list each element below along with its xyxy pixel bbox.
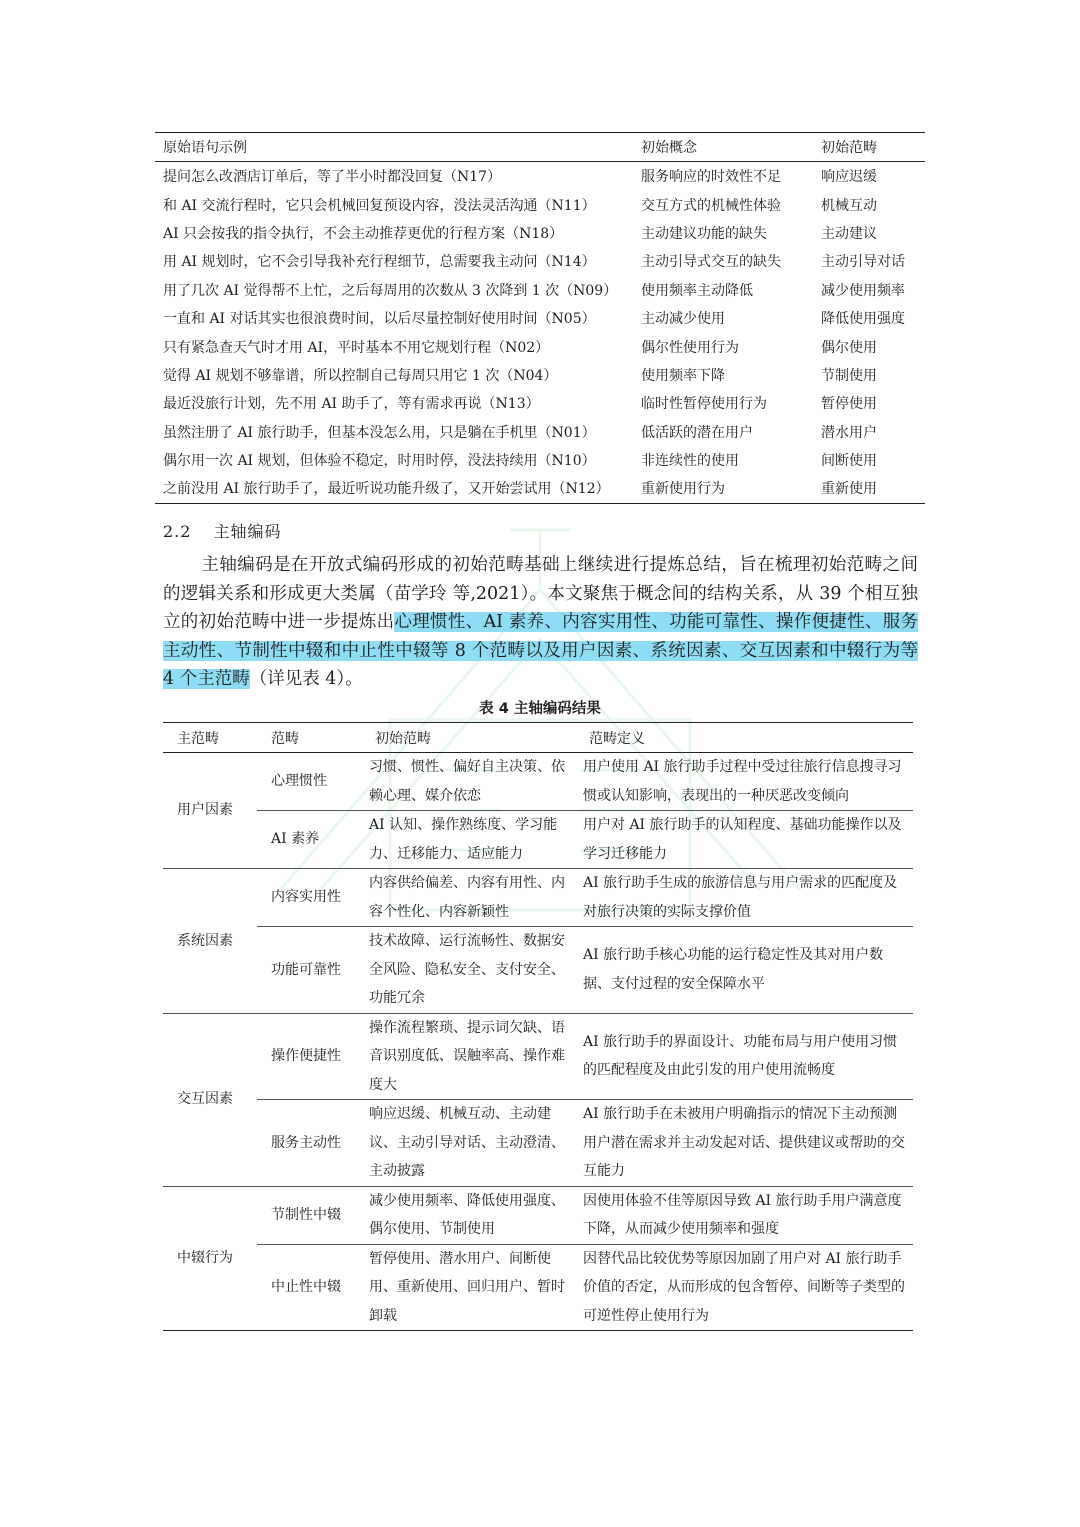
cell-initial-categories: 减少使用频率、降低使用强度、偶尔使用、节制使用 [361,1186,575,1244]
cell-initial-concept: 低活跃的潜在用户 [641,424,753,441]
cell-category: 操作便捷性 [257,1013,361,1100]
table-row [155,190,925,218]
section-title: 主轴编码 [213,522,282,541]
table-row [155,389,925,417]
cell-initial-categories: 内容供给偏差、内容有用性、内容个性化、内容新颖性 [361,869,575,927]
table-header-row [155,133,925,162]
cell-original-sentence: 提问怎么改酒店订单后，等了半小时都没回复（N17） [163,169,502,186]
cell-initial-concept: 主动建议功能的缺失 [641,225,767,242]
cell-initial-category: 节制使用 [821,367,877,384]
table-row [155,276,925,304]
cell-original-sentence: 偶尔用一次 AI 规划，但体验不稳定，时用时停，没法持续用（N10） [163,453,596,470]
cell-category: 功能可靠性 [257,927,361,1014]
table-row [155,446,925,474]
cell-definition: 因替代品比较优势等原因加剧了用户对 AI 旅行助手价值的否定，从而形成的包含暂停、间断等子类型的可逆性停止使用行为 [575,1244,913,1331]
table-row [155,247,925,275]
cell-initial-concept: 非连续性的使用 [641,453,739,470]
cell-category: AI 素养 [257,811,361,869]
cell-original-sentence: 觉得 AI 规划不够靠谱，所以控制自己每周只用它 1 次（N04） [163,367,558,384]
cell-original-sentence: 只有紧急查天气时才用 AI，平时基本不用它规划行程（N02） [163,339,550,356]
cell-category: 心理惯性 [257,753,361,811]
cell-initial-categories: AI 认知、操作熟练度、学习能力、迁移能力、适应能力 [361,811,575,869]
cell-definition: AI 旅行助手生成的旅游信息与用户需求的匹配度及对旅行决策的实际支撑价值 [575,869,913,927]
cell-initial-concept: 服务响应的时效性不足 [641,169,781,186]
table-row [163,1186,913,1244]
cell-original-sentence: 用 AI 规划时，它不会引导我补充行程细节，总需要我主动问（N14） [163,254,596,271]
cell-main-category: 用户因素 [163,753,257,869]
header-category: 范畴 [257,723,361,753]
cell-initial-categories: 响应迟缓、机械互动、主动建议、主动引导对话、主动澄清、主动披露 [361,1100,575,1187]
header-original-sentence: 原始语句示例 [155,133,633,162]
cell-definition: AI 旅行助手在未被用户明确指示的情况下主动预测用户潜在需求并主动发起对话、提供建议或帮助的交互能力 [575,1100,913,1187]
cell-category: 内容实用性 [257,869,361,927]
table-row [155,219,925,247]
cell-initial-category: 机械互动 [821,197,877,214]
body-paragraph [163,551,918,694]
cell-initial-concept: 使用频率下降 [641,367,725,384]
header-main-category: 主范畴 [163,723,257,753]
header-initial-categories: 初始范畴 [361,723,575,753]
cell-category: 节制性中辍 [257,1186,361,1244]
table-row [163,927,913,1014]
paragraph-text: 主轴编码是在开放式编码形成的初始范畴基础上继续进行提炼总结，旨在梳理初始范畴之间的逻辑关系和形成更大类属（苗学玲 等,2021）。本文聚焦于概念间的结构关系，从 39 个相互独立的初始范畴中进一步提炼出 [163,555,918,632]
header-category-definition: 范畴定义 [575,723,913,753]
table-row [163,1244,913,1331]
cell-initial-category: 降低使用强度 [821,311,905,328]
table-row [155,474,925,503]
cell-original-sentence: 最近没旅行计划，先不用 AI 助手了，等有需求再说（N13） [163,396,540,413]
table-caption: 表 4 主轴编码结果 [479,701,601,717]
table-row [163,1100,913,1187]
table-row [155,332,925,360]
table-row [163,811,913,869]
cell-main-category: 交互因素 [163,1013,257,1186]
cell-category: 中止性中辍 [257,1244,361,1331]
cell-initial-category: 主动建议 [821,225,877,242]
cell-original-sentence: 一直和 AI 对话其实也很浪费时间，以后尽量控制好使用时间（N05） [163,311,596,328]
table-row [163,869,913,927]
table-row [155,304,925,332]
cell-initial-concept: 重新使用行为 [633,474,813,503]
table-row [155,162,925,191]
cell-main-category: 系统因素 [163,869,257,1014]
header-initial-category: 初始范畴 [813,133,925,162]
table-row [155,361,925,389]
table-row [163,753,913,811]
table-initial-categories [155,132,925,504]
cell-initial-concept: 临时性暂停使用行为 [641,396,767,413]
cell-category: 服务主动性 [257,1100,361,1187]
cell-definition: 因使用体验不佳等原因导致 AI 旅行助手用户满意度下降，从而减少使用频率和强度 [575,1186,913,1244]
cell-original-sentence: 之前没用 AI 旅行助手了，最近听说功能升级了，又开始尝试用（N12） [155,474,633,503]
cell-initial-concept: 交互方式的机械性体验 [641,197,781,214]
cell-initial-categories: 习惯、惯性、偏好自主决策、依赖心理、媒介依恋 [361,753,575,811]
cell-definition: 用户使用 AI 旅行助手过程中受过往旅行信息搜寻习惯或认知影响，表现出的一种厌恶改变倾向 [575,753,913,811]
cell-initial-concept: 偶尔性使用行为 [641,339,739,356]
cell-original-sentence: AI 只会按我的指令执行，不会主动推荐更优的行程方案（N18） [163,225,564,242]
cell-definition: 用户对 AI 旅行助手的认知程度、基础功能操作以及学习迁移能力 [575,811,913,869]
cell-initial-category: 响应迟缓 [821,169,877,186]
cell-initial-concept: 主动减少使用 [641,311,725,328]
header-initial-concept: 初始概念 [633,133,813,162]
cell-initial-categories: 技术故障、运行流畅性、数据安全风险、隐私安全、支付安全、功能冗余 [361,927,575,1014]
cell-initial-category: 偶尔使用 [821,339,877,356]
cell-initial-categories: 操作流程繁琐、提示词欠缺、语音识别度低、误触率高、操作难度大 [361,1013,575,1100]
table-row [163,1013,913,1100]
cell-initial-concept: 主动引导式交互的缺失 [641,254,781,271]
cell-definition: AI 旅行助手的界面设计、功能布局与用户使用习惯的匹配程度及由此引发的用户使用流畅度 [575,1013,913,1100]
cell-initial-category: 减少使用频率 [821,282,905,299]
paragraph-text-end: （详见表 4）。 [249,669,363,689]
cell-original-sentence: 用了几次 AI 觉得帮不上忙，之后每周用的次数从 3 次降到 1 次（N09） [163,282,618,299]
section-number: 2.2 [163,522,192,541]
cell-initial-category: 重新使用 [813,474,925,503]
cell-main-category: 中辍行为 [163,1186,257,1331]
table-header-row [163,723,913,753]
cell-initial-categories: 暂停使用、潜水用户、间断使用、重新使用、回归用户、暂时卸载 [361,1244,575,1331]
highlighted-text: 心理惯性、AI 素养、内容实用性、功能可靠性、操作便捷性、服务主动性、节制性中辍和中止性中辍等 8 个范畴以及用户因素、系统因素、交互因素和中辍行为等 4 个主范畴 [163,612,919,689]
table-axial-coding [163,722,913,1331]
cell-initial-category: 主动引导对话 [821,254,905,271]
table-row [155,418,925,446]
cell-initial-category: 间断使用 [821,453,877,470]
section-heading [163,519,281,542]
cell-initial-category: 潜水用户 [821,424,877,441]
cell-initial-concept: 使用频率主动降低 [641,282,753,299]
cell-original-sentence: 和 AI 交流行程时，它只会机械回复预设内容，没法灵活沟通（N11） [163,197,596,214]
cell-definition: AI 旅行助手核心功能的运行稳定性及其对用户数据、支付过程的安全保障水平 [575,927,913,1014]
cell-initial-category: 暂停使用 [821,396,877,413]
cell-original-sentence: 虽然注册了 AI 旅行助手，但基本没怎么用，只是躺在手机里（N01） [163,424,596,441]
